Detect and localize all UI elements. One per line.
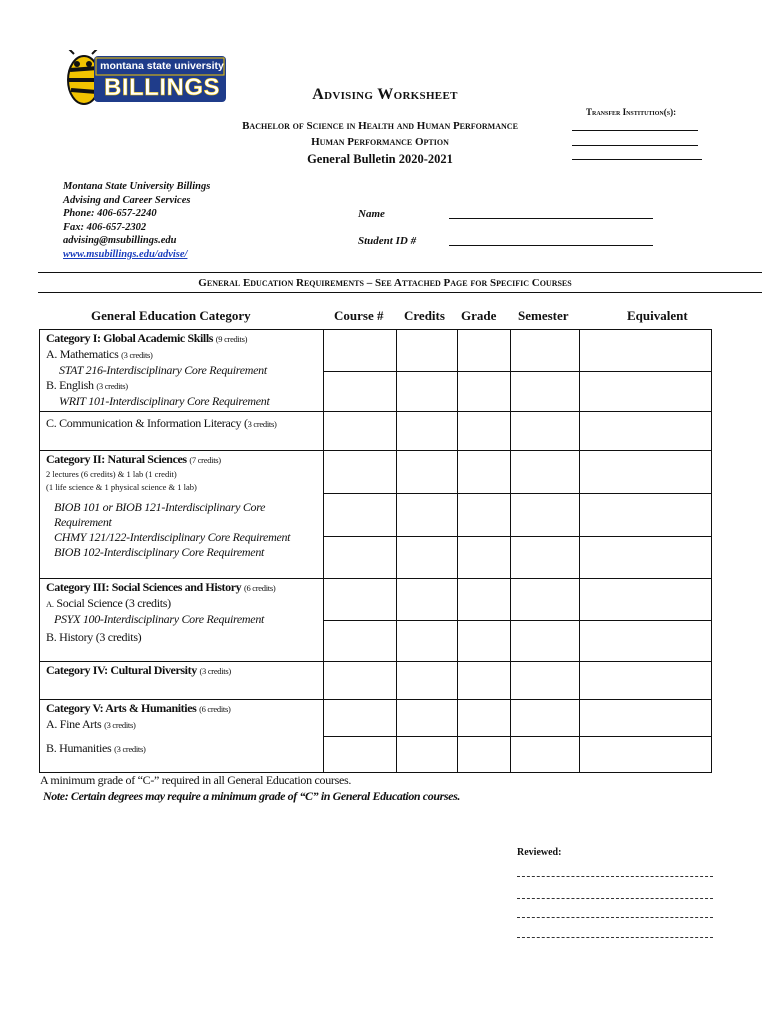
cell-input[interactable] xyxy=(511,412,580,451)
cell-input[interactable] xyxy=(458,621,511,662)
category-2-cell xyxy=(40,451,324,579)
contact-fax: Fax: 406-657-2302 xyxy=(63,221,147,233)
table-row xyxy=(40,700,712,737)
cell-input[interactable] xyxy=(580,330,712,372)
category-3-credits: (6 credits) xyxy=(243,583,276,593)
logo-line1: montana state university xyxy=(100,60,224,72)
cell-input[interactable] xyxy=(580,621,712,662)
cat3-b: B. History (3 credits) xyxy=(46,630,142,644)
cat3-a: Social Science (3 credits) xyxy=(56,596,171,610)
contact-phone: Phone: 406-657-2240 xyxy=(63,208,157,219)
student-id-label: Student ID # xyxy=(358,235,417,247)
cell-input[interactable] xyxy=(397,662,458,700)
category-1-cell xyxy=(40,330,324,412)
degree-block xyxy=(0,118,765,167)
cell-input[interactable] xyxy=(458,330,511,372)
logo-line2: BILLINGS xyxy=(104,74,220,101)
review-line-2[interactable] xyxy=(517,898,713,899)
cat1-b-credits: (3 credits) xyxy=(96,381,128,391)
category-5-cell xyxy=(40,700,324,773)
col-category: General Education Category xyxy=(91,308,251,323)
cell-input[interactable] xyxy=(324,412,397,451)
requirements-table xyxy=(39,329,712,773)
cell-input[interactable] xyxy=(397,451,458,494)
cell-input[interactable] xyxy=(397,537,458,579)
cat1-a: A. Mathematics xyxy=(46,347,119,361)
category-1-credits: (9 credits) xyxy=(215,334,248,344)
page-title: Advising Worksheet xyxy=(312,86,458,103)
contact-dept: Advising and Career Services xyxy=(63,194,191,206)
cell-input[interactable] xyxy=(324,700,397,737)
cell-input[interactable] xyxy=(511,330,580,372)
review-line-4[interactable] xyxy=(517,937,713,938)
cat1-b-course: WRIT 101-Interdisciplinary Core Requirement xyxy=(59,394,270,408)
category-5-title: Category V: Arts & Humanities xyxy=(46,701,197,715)
student-id-field[interactable] xyxy=(449,245,653,246)
name-label: Name xyxy=(358,208,385,220)
cell-input[interactable] xyxy=(580,451,712,494)
category-3-title: Category III: Social Sciences and History xyxy=(46,580,242,594)
cat3-a-course: PSYX 100-Interdisciplinary Core Requirement xyxy=(54,612,265,626)
table-row xyxy=(40,330,712,372)
col-credits: Credits xyxy=(404,308,445,323)
contact-org: Montana State University Billings xyxy=(63,181,211,192)
cell-input[interactable] xyxy=(511,700,580,737)
cell-input[interactable] xyxy=(324,494,397,537)
category-4-title: Category IV: Cultural Diversity xyxy=(46,663,197,677)
category-2-credits: (7 credits) xyxy=(189,455,221,465)
cell-input[interactable] xyxy=(511,737,580,773)
table-row xyxy=(40,451,712,494)
cell-input[interactable] xyxy=(397,330,458,372)
cell-input[interactable] xyxy=(324,662,397,700)
reviewed-label: Reviewed: xyxy=(517,847,562,858)
cell-input[interactable] xyxy=(511,621,580,662)
cell-input[interactable] xyxy=(397,372,458,412)
cell-input[interactable] xyxy=(397,494,458,537)
grade-note: A minimum grade of “C-” required in all General Education courses. xyxy=(40,773,352,787)
cell-input[interactable] xyxy=(458,451,511,494)
cat1-c-credits: 3 credits) xyxy=(247,419,277,429)
table-row xyxy=(40,662,712,700)
cat1-c: C. Communication & Information Literacy ( xyxy=(46,416,248,430)
degree-note: Note: Certain degrees may require a minimum grade of “C” in General Education courses. xyxy=(43,789,460,803)
review-line-1[interactable] xyxy=(517,876,713,877)
cat1-a-course: STAT 216-Interdisciplinary Core Requirement xyxy=(59,363,267,377)
cat5-b-credits: (3 credits) xyxy=(114,744,146,754)
cell-input[interactable] xyxy=(458,494,511,537)
gen-ed-heading: General Education Requirements – See Attached Page for Specific Courses xyxy=(198,277,572,289)
table-row xyxy=(40,579,712,621)
degree-line2: Human Performance Option xyxy=(311,136,449,148)
cell-input[interactable] xyxy=(511,451,580,494)
cell-input[interactable] xyxy=(580,662,712,700)
category-4-credits: (3 credits) xyxy=(199,666,231,676)
category-4-cell xyxy=(40,662,324,700)
cell-input[interactable] xyxy=(458,412,511,451)
col-semester: Semester xyxy=(518,308,569,323)
cell-input[interactable] xyxy=(458,737,511,773)
cell-input[interactable] xyxy=(397,412,458,451)
category-5-credits: (6 credits) xyxy=(199,704,231,714)
cell-input[interactable] xyxy=(580,537,712,579)
cell-input[interactable] xyxy=(397,621,458,662)
cell-input[interactable] xyxy=(511,662,580,700)
table-row xyxy=(40,412,712,451)
contact-email: advising@msubillings.edu xyxy=(63,235,177,246)
cell-input[interactable] xyxy=(580,372,712,412)
cell-input[interactable] xyxy=(458,537,511,579)
col-grade: Grade xyxy=(461,308,497,323)
degree-line1: Bachelor of Science in Health and Human Performance xyxy=(242,120,518,132)
cell-input[interactable] xyxy=(397,579,458,621)
cell-input[interactable] xyxy=(511,537,580,579)
cat2-course2: CHMY 121/122-Interdisciplinary Core Requirement xyxy=(54,530,291,544)
cell-input[interactable] xyxy=(324,537,397,579)
category-1-title: Category I: Global Academic Skills xyxy=(46,331,214,345)
cell-input[interactable] xyxy=(511,494,580,537)
divider-top xyxy=(38,272,762,273)
bulletin: General Bulletin 2020-2021 xyxy=(307,152,453,166)
cat2-note1: 2 lectures (6 credits) & 1 lab (1 credit) xyxy=(46,469,177,479)
cell-input[interactable] xyxy=(324,737,397,773)
cell-input[interactable] xyxy=(397,700,458,737)
cell-input[interactable] xyxy=(458,579,511,621)
cell-input[interactable] xyxy=(580,737,712,773)
cat1-a-credits: (3 credits) xyxy=(121,350,153,360)
cell-input[interactable] xyxy=(580,412,712,451)
contact-web-link[interactable]: www.msubillings.edu/advise/ xyxy=(63,248,188,260)
cell-input[interactable] xyxy=(324,330,397,372)
cell-input[interactable] xyxy=(580,700,712,737)
cell-input[interactable] xyxy=(324,579,397,621)
cell-input[interactable] xyxy=(324,451,397,494)
category-2-title: Category II: Natural Sciences xyxy=(46,452,187,466)
cell-input[interactable] xyxy=(580,494,712,537)
category-3-cell xyxy=(40,579,324,662)
cell-input[interactable] xyxy=(458,372,511,412)
divider-bottom xyxy=(38,292,762,293)
transfer-label: Transfer Institution(s): xyxy=(586,107,677,117)
contact-block xyxy=(63,180,210,261)
col-equivalent: Equivalent xyxy=(627,308,688,323)
cat2-course3: BIOB 102-Interdisciplinary Core Requirement xyxy=(54,545,265,559)
cat1-c-cell xyxy=(40,412,324,451)
cell-input[interactable] xyxy=(397,737,458,773)
cat2-course1: BIOB 101 or BIOB 121-Interdisciplinary Core Requirement xyxy=(54,500,266,529)
cat2-note2: (1 life science & 1 physical science & 1 lab) xyxy=(46,482,197,492)
cell-input[interactable] xyxy=(324,372,397,412)
cell-input[interactable] xyxy=(324,621,397,662)
cat5-a-credits: (3 credits) xyxy=(104,720,136,730)
cat1-b: B. English xyxy=(46,378,94,392)
col-course: Course # xyxy=(334,308,384,323)
cell-input[interactable] xyxy=(511,579,580,621)
cat3-a-prefix: A. xyxy=(46,599,54,609)
cell-input[interactable] xyxy=(580,579,712,621)
cell-input[interactable] xyxy=(511,372,580,412)
cell-input[interactable] xyxy=(458,700,511,737)
cell-input[interactable] xyxy=(458,662,511,700)
cat5-b: B. Humanities xyxy=(46,741,112,755)
cat5-a: A. Fine Arts xyxy=(46,717,102,731)
review-line-3[interactable] xyxy=(517,917,713,918)
name-field[interactable] xyxy=(449,218,653,219)
